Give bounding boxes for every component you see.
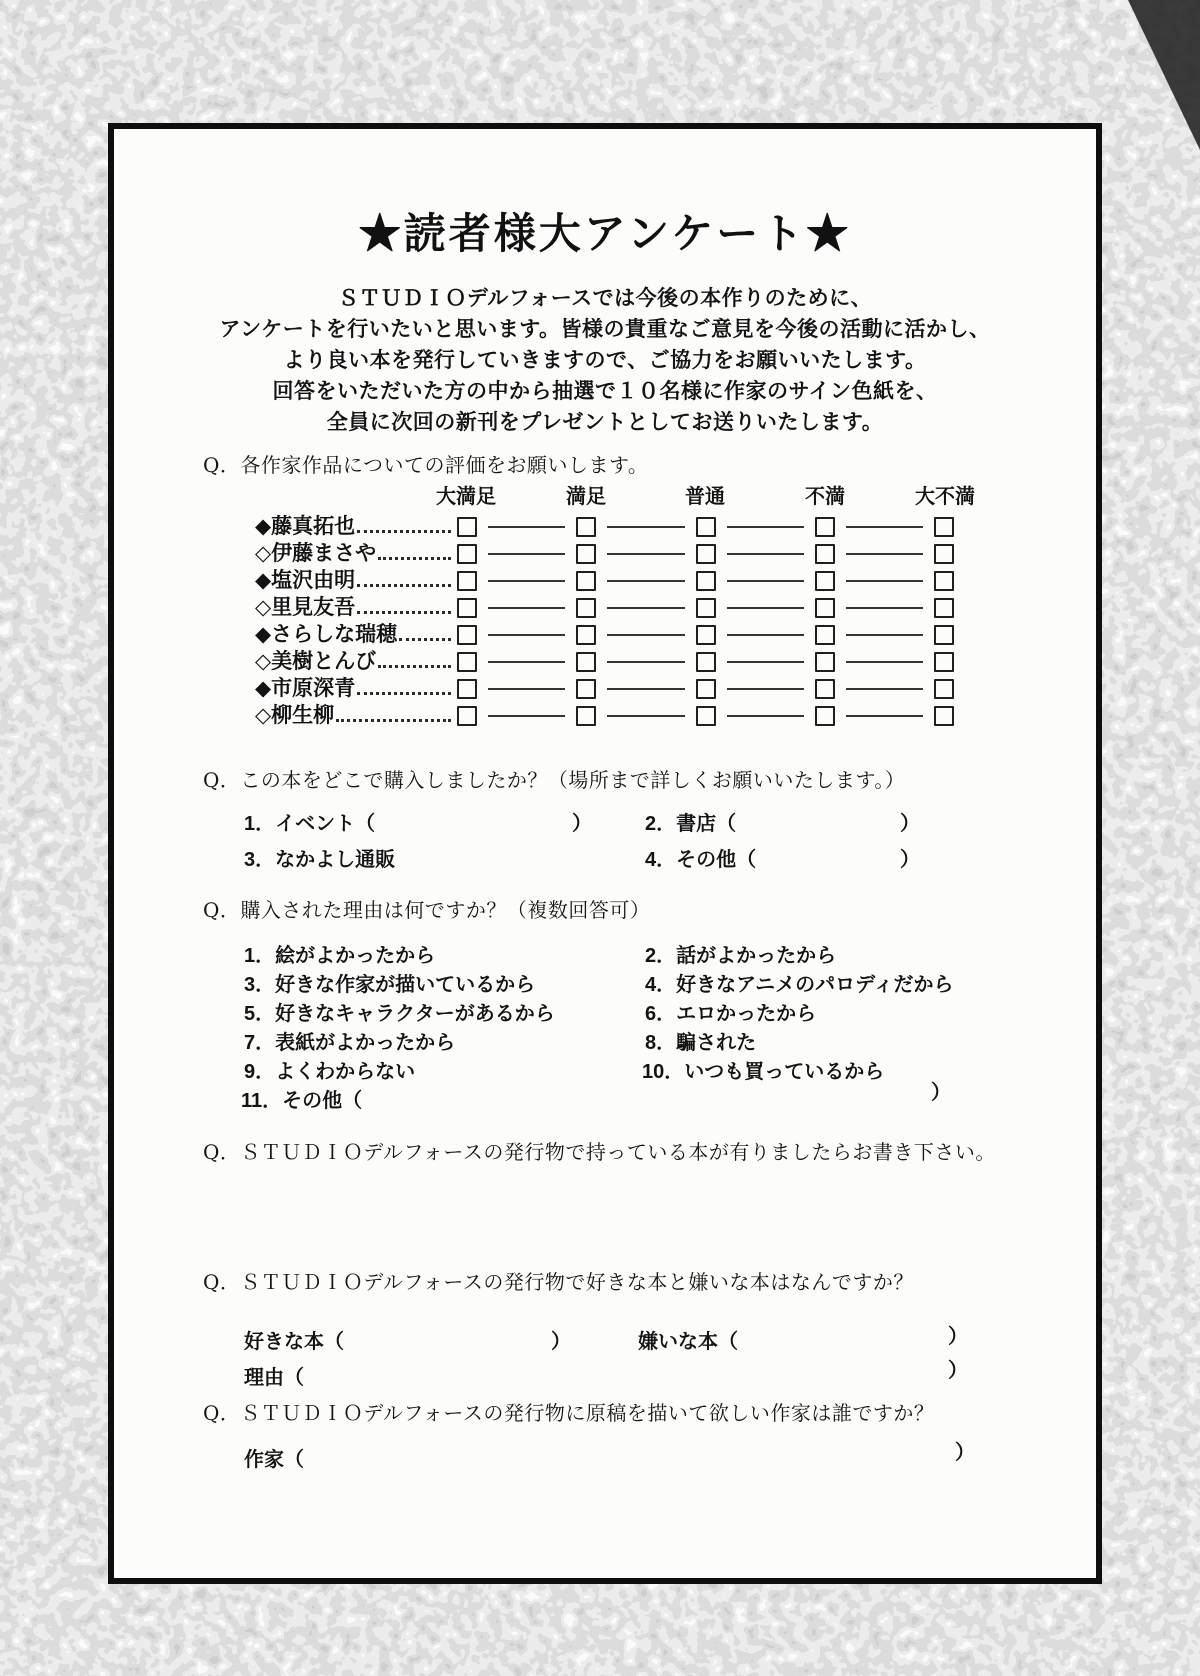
scale-connector-line: [846, 580, 923, 582]
intro-paragraph: [114, 283, 1096, 438]
reason-option: 11．その他（: [241, 1090, 363, 1112]
scale-connector-line: [488, 526, 565, 528]
scale-connector-line: [607, 634, 684, 636]
rating-checkbox[interactable]: [934, 625, 954, 645]
scale-connector-line: [607, 526, 684, 528]
scale-connector-line: [727, 634, 804, 636]
scale-connector-line: [846, 688, 923, 690]
rating-checkbox[interactable]: [696, 679, 716, 699]
author-name: ◆さらしな瑞穂: [255, 623, 398, 646]
rating-row: [255, 621, 954, 648]
rating-checkbox[interactable]: [815, 598, 835, 618]
rating-checkbox[interactable]: [934, 598, 954, 618]
rating-checkbox[interactable]: [815, 652, 835, 672]
scale-connector-line: [846, 526, 923, 528]
rating-checkbox[interactable]: [576, 571, 596, 591]
artist-label: 作家（: [244, 1449, 304, 1471]
owned-books-question: Q．ＳＴＵＤＩＯデルフォースの発行物で持っている本が有りましたらお書き下さい。: [203, 1140, 996, 1164]
author-name: ◇柳生柳: [255, 704, 335, 727]
scale-connector-line: [607, 715, 684, 717]
rating-row: [255, 540, 954, 567]
dotted-leader: [378, 557, 451, 560]
scale-connector-line: [727, 580, 804, 582]
dislike-book-label: 嫌いな本（: [638, 1331, 738, 1353]
write-in-close-paren: ）: [900, 849, 920, 871]
rating-checkbox[interactable]: [576, 517, 596, 537]
scale-header: 大不満: [915, 486, 975, 508]
author-name: ◇里見友吾: [255, 596, 356, 619]
dotted-leader: [357, 530, 451, 533]
dotted-leader: [357, 692, 451, 695]
scale-connector-line: [607, 580, 684, 582]
scale-connector-line: [488, 607, 565, 609]
dotted-leader: [357, 584, 451, 587]
reason-option: 4．好きなアニメのパロディだから: [645, 974, 954, 996]
rating-checkbox[interactable]: [815, 517, 835, 537]
write-in-close-paren: ）: [931, 1082, 951, 1104]
write-in-close-paren: ）: [948, 1360, 968, 1382]
reason-option: 1．絵がよかったから: [244, 945, 436, 967]
scale-connector-line: [488, 688, 565, 690]
scale-connector-line: [607, 688, 684, 690]
rating-checkbox[interactable]: [934, 706, 954, 726]
reason-option: 7．表紙がよかったから: [244, 1032, 456, 1054]
rating-row: [255, 648, 954, 675]
survey-page: [108, 123, 1102, 1584]
rating-checkbox[interactable]: [934, 544, 954, 564]
reason-option: 2．話がよかったから: [645, 945, 837, 967]
rating-row: [255, 513, 954, 540]
scale-header: 不満: [805, 486, 845, 508]
rating-checkbox[interactable]: [576, 679, 596, 699]
rating-checkbox[interactable]: [696, 544, 716, 564]
rating-checkbox[interactable]: [576, 598, 596, 618]
author-name: ◆市原深青: [255, 677, 356, 700]
scale-header: 大満足: [436, 486, 496, 508]
write-in-close-paren: ）: [955, 1442, 975, 1464]
dotted-leader: [357, 611, 451, 614]
write-in-close-paren: ）: [948, 1326, 968, 1348]
scale-connector-line: [488, 634, 565, 636]
reason-option: 6．エロかったから: [645, 1003, 817, 1025]
purchase-place-option-2: 2．書店（: [645, 813, 737, 835]
author-name: ◇美樹とんび: [255, 650, 377, 673]
purchase-place-question: Q．この本をどこで購入しましたか？（場所まで詳しくお願いいたします。）: [203, 768, 906, 792]
survey-title: ★読者様大アンケート★: [358, 209, 852, 258]
scale-connector-line: [846, 661, 923, 663]
rating-checkbox[interactable]: [457, 625, 477, 645]
scale-connector-line: [727, 553, 804, 555]
scale-connector-line: [727, 526, 804, 528]
scale-connector-line: [488, 553, 565, 555]
intro-line: ＳＴＵＤＩＯデルフォースでは今後の本作りのために、: [337, 287, 873, 310]
scale-connector-line: [488, 580, 565, 582]
rating-checkbox[interactable]: [576, 625, 596, 645]
write-in-close-paren: ）: [551, 1331, 571, 1353]
rating-checkbox[interactable]: [457, 652, 477, 672]
rating-checkbox[interactable]: [696, 706, 716, 726]
reason-option: 8．騙された: [645, 1032, 757, 1054]
rating-row: [255, 702, 954, 729]
rating-row: [255, 594, 954, 621]
reason-option: 10．いつも買っているから: [642, 1061, 885, 1083]
rating-checkbox[interactable]: [576, 544, 596, 564]
intro-line: より良い本を発行していきますので、ご協力をお願いいたします。: [283, 349, 927, 372]
rating-checkbox[interactable]: [934, 679, 954, 699]
scale-connector-line: [607, 607, 684, 609]
author-name: ◇伊藤まさや: [255, 542, 377, 565]
intro-line: 全員に次回の新刊をプレゼントとしてお送りいたします。: [326, 411, 884, 434]
reason-option: 9．よくわからない: [244, 1061, 416, 1083]
rating-checkbox[interactable]: [815, 625, 835, 645]
rating-row: [255, 567, 954, 594]
scale-header: 普通: [685, 486, 725, 508]
rating-checkbox[interactable]: [696, 517, 716, 537]
rating-table: [255, 513, 954, 729]
scale-connector-line: [607, 661, 684, 663]
scale-connector-line: [488, 715, 565, 717]
purchase-place-option-3: 3．なかよし通販: [244, 849, 396, 871]
intro-line: アンケートを行いたいと思います。皆様の貴重なご意見を今後の活動に活かし、: [219, 318, 991, 341]
dotted-leader: [336, 719, 451, 722]
reason-option: 5．好きなキャラクターがあるから: [244, 1003, 555, 1025]
rating-checkbox[interactable]: [934, 652, 954, 672]
scale-connector-line: [846, 715, 923, 717]
rating-checkbox[interactable]: [696, 571, 716, 591]
rating-checkbox[interactable]: [696, 598, 716, 618]
purchase-reason-question: Q．購入された理由は何ですか？（複数回答可）: [203, 898, 651, 922]
rating-checkbox[interactable]: [457, 598, 477, 618]
rating-checkbox[interactable]: [696, 625, 716, 645]
author-name: ◆藤真拓也: [255, 515, 356, 538]
request-artist-question: Q．ＳＴＵＤＩＯデルフォースの発行物に原稿を描いて欲しい作家は誰ですか？: [203, 1401, 935, 1425]
rating-checkbox[interactable]: [576, 652, 596, 672]
scale-connector-line: [727, 607, 804, 609]
rating-checkbox[interactable]: [457, 571, 477, 591]
reason-label: 理由（: [244, 1367, 304, 1389]
scale-header: 満足: [566, 486, 606, 508]
scale-connector-line: [607, 553, 684, 555]
author-name: ◆塩沢由明: [255, 569, 356, 592]
rating-checkbox[interactable]: [815, 706, 835, 726]
reason-option: 3．好きな作家が描いているから: [244, 974, 536, 996]
scale-connector-line: [727, 661, 804, 663]
intro-line: 回答をいただいた方の中から抽選で１０名様に作家のサイン色紙を、: [272, 380, 938, 403]
purchase-place-option-4: 4．その他（: [645, 849, 757, 871]
rating-checkbox[interactable]: [457, 544, 477, 564]
scale-connector-line: [846, 607, 923, 609]
purchase-place-option-1: 1．イベント（: [244, 813, 376, 835]
like-book-label: 好きな本（: [244, 1331, 344, 1353]
rating-question: Q．各作家作品についての評価をお願いします。: [203, 453, 649, 477]
rating-checkbox[interactable]: [696, 652, 716, 672]
scale-connector-line: [846, 634, 923, 636]
scale-connector-line: [846, 553, 923, 555]
rating-checkbox[interactable]: [815, 544, 835, 564]
rating-row: [255, 675, 954, 702]
rating-checkbox[interactable]: [457, 706, 477, 726]
rating-checkbox[interactable]: [934, 517, 954, 537]
rating-checkbox[interactable]: [457, 517, 477, 537]
rating-checkbox[interactable]: [815, 679, 835, 699]
write-in-close-paren: ）: [572, 813, 592, 835]
like-dislike-question: Q．ＳＴＵＤＩＯデルフォースの発行物で好きな本と嫌いな本はなんですか？: [203, 1270, 914, 1294]
dotted-leader: [399, 638, 451, 641]
rating-checkbox[interactable]: [934, 571, 954, 591]
scale-connector-line: [488, 661, 565, 663]
rating-checkbox[interactable]: [576, 706, 596, 726]
scale-connector-line: [727, 715, 804, 717]
rating-checkbox[interactable]: [815, 571, 835, 591]
scale-connector-line: [727, 688, 804, 690]
write-in-close-paren: ）: [900, 813, 920, 835]
rating-checkbox[interactable]: [457, 679, 477, 699]
dotted-leader: [378, 665, 451, 668]
